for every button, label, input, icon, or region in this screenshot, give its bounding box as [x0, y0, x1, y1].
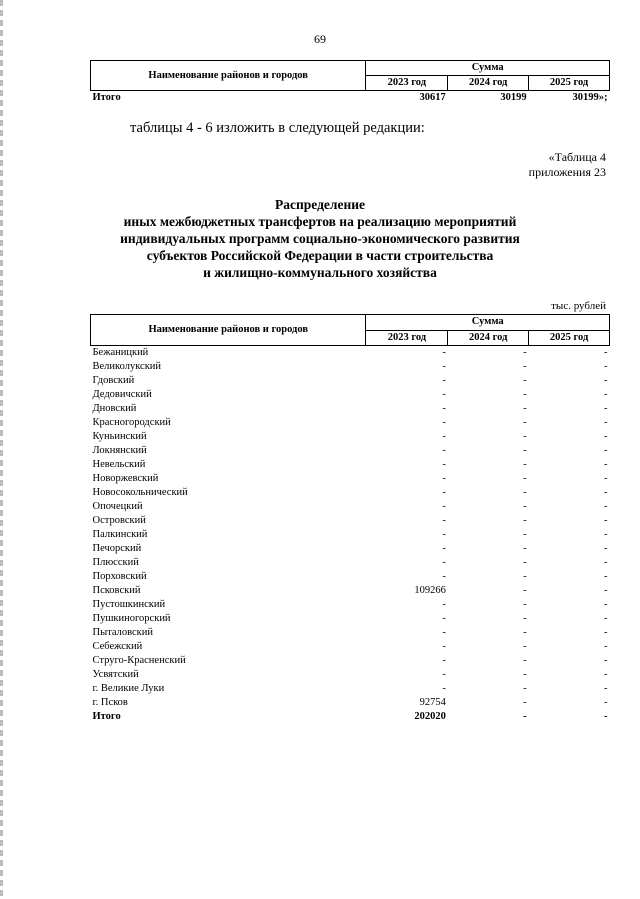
value-2025: -: [604, 585, 608, 596]
table-row: [91, 612, 610, 626]
table-row: [91, 654, 610, 668]
title-line: субъектов Российской Федерации в части строительства: [146, 248, 494, 263]
value-2025: -: [604, 361, 608, 372]
top-total-row: [91, 91, 610, 106]
value-2025: -: [604, 529, 608, 540]
value-2023: -: [442, 599, 446, 610]
value-2024: -: [523, 445, 527, 456]
title-line: Распределение: [274, 197, 366, 212]
district-name: Дедовичский: [92, 389, 152, 400]
district-name: Струго-Красненский: [92, 655, 186, 666]
value-2024: -: [523, 599, 527, 610]
value-2025: -: [604, 501, 608, 512]
value-2024: -: [523, 697, 527, 708]
table-row: [91, 486, 610, 500]
units-label: тыс. рублей: [551, 300, 606, 312]
value-2024: -: [523, 669, 527, 680]
main-header-sum: Сумма: [366, 315, 610, 331]
value-2023: -: [442, 669, 446, 680]
title-line: индивидуальных программ социально-экономического развития: [120, 231, 520, 246]
value-2024: -: [523, 431, 527, 442]
document-title: [0, 196, 640, 281]
table-row: [91, 346, 610, 361]
value-2023: -: [442, 431, 446, 442]
value-2023: -: [442, 515, 446, 526]
district-name: Бежаницкий: [92, 347, 149, 358]
value-2023: -: [442, 501, 446, 512]
table-row: [91, 696, 610, 710]
value-2024: -: [523, 501, 527, 512]
title-line: и жилищно-коммунального хозяйства: [203, 265, 437, 280]
top-table: [90, 60, 610, 105]
value-2025: -: [604, 697, 608, 708]
value-2024: -: [523, 655, 527, 666]
value-2023: 202020: [414, 711, 446, 722]
top-header-2024: 2024 год: [448, 76, 529, 91]
district-name: Себежский: [92, 641, 143, 652]
district-name: Печорский: [92, 543, 142, 554]
district-name: Локнянский: [92, 445, 147, 456]
value-2023: 92754: [419, 697, 446, 708]
value-2025: -: [604, 627, 608, 638]
value-2023: -: [442, 543, 446, 554]
top-header-2023: 2023 год: [366, 76, 448, 91]
value-2024: -: [523, 571, 527, 582]
value-2023: -: [442, 403, 446, 414]
page-number: 69: [314, 32, 326, 46]
top-total-2025: 30199»;: [572, 92, 608, 103]
value-2024: -: [523, 585, 527, 596]
value-2023: -: [442, 347, 446, 358]
value-2023: -: [442, 613, 446, 624]
value-2025: -: [604, 431, 608, 442]
table-row: [91, 584, 610, 598]
table-row: [91, 430, 610, 444]
value-2025: -: [604, 669, 608, 680]
district-name: Невельский: [92, 459, 146, 470]
table-row: [91, 570, 610, 584]
value-2023: -: [442, 627, 446, 638]
value-2024: -: [523, 711, 527, 722]
top-total-2024: 30199: [500, 92, 527, 103]
value-2024: -: [523, 683, 527, 694]
value-2025: -: [604, 417, 608, 428]
value-2024: -: [523, 403, 527, 414]
value-2023: -: [442, 361, 446, 372]
value-2025: -: [604, 347, 608, 358]
instruction-text: таблицы 4 - 6 изложить в следующей редакции:: [130, 120, 425, 136]
district-name: Новосокольнический: [92, 487, 188, 498]
district-name: Псковский: [92, 585, 141, 596]
table-row: [91, 528, 610, 542]
value-2025: -: [604, 543, 608, 554]
top-header-name: Наименование районов и городов: [91, 61, 366, 91]
scan-edge: [0, 0, 3, 899]
value-2023: -: [442, 459, 446, 470]
value-2025: -: [604, 711, 608, 722]
value-2024: -: [523, 627, 527, 638]
table-row: [91, 514, 610, 528]
value-2025: -: [604, 473, 608, 484]
district-name: г. Псков: [92, 697, 128, 708]
value-2023: -: [442, 445, 446, 456]
value-2025: -: [604, 613, 608, 624]
table-row: [91, 374, 610, 388]
value-2024: -: [523, 613, 527, 624]
district-name: Опочецкий: [92, 501, 143, 512]
value-2025: -: [604, 655, 608, 666]
value-2023: -: [442, 487, 446, 498]
main-header-name: Наименование районов и городов: [91, 315, 366, 346]
table-reference-2: приложения 23: [528, 165, 606, 179]
total-label: Итого: [92, 711, 121, 722]
value-2024: -: [523, 641, 527, 652]
title-line: иных межбюджетных трансфертов на реализацию мероприятий: [123, 214, 517, 229]
district-name: Дновский: [92, 403, 137, 414]
value-2024: -: [523, 375, 527, 386]
district-name: Красногородский: [92, 417, 171, 428]
value-2025: -: [604, 557, 608, 568]
value-2023: -: [442, 417, 446, 428]
main-header-2024: 2024 год: [448, 330, 529, 346]
value-2024: -: [523, 515, 527, 526]
value-2025: -: [604, 683, 608, 694]
value-2025: -: [604, 403, 608, 414]
district-name: Плюсский: [92, 557, 139, 568]
table-row: [91, 626, 610, 640]
top-header-2025: 2025 год: [529, 76, 610, 91]
value-2023: -: [442, 683, 446, 694]
top-total-2023: 30617: [419, 92, 446, 103]
value-2024: -: [523, 487, 527, 498]
value-2023: 109266: [414, 585, 446, 596]
value-2025: -: [604, 459, 608, 470]
district-name: Пушкиногорский: [92, 613, 171, 624]
district-name: Усвятский: [92, 669, 139, 680]
value-2025: -: [604, 599, 608, 610]
value-2023: -: [442, 655, 446, 666]
value-2025: -: [604, 375, 608, 386]
district-name: Пустошкинский: [92, 599, 166, 610]
value-2025: -: [604, 487, 608, 498]
district-name: Пыталовский: [92, 627, 153, 638]
value-2023: -: [442, 529, 446, 540]
value-2025: -: [604, 389, 608, 400]
value-2024: -: [523, 347, 527, 358]
table-row: [91, 388, 610, 402]
district-name: Новоржевский: [92, 473, 159, 484]
value-2024: -: [523, 529, 527, 540]
top-total-label: Итого: [92, 92, 121, 103]
main-table-body: [91, 346, 610, 725]
value-2024: -: [523, 417, 527, 428]
value-2023: -: [442, 389, 446, 400]
district-name: г. Великие Луки: [92, 683, 165, 694]
value-2025: -: [604, 641, 608, 652]
table-reference-1: «Таблица 4: [548, 150, 606, 164]
value-2024: -: [523, 459, 527, 470]
table-row: [91, 472, 610, 486]
table-row: [91, 640, 610, 654]
district-name: Порховский: [92, 571, 147, 582]
value-2023: -: [442, 641, 446, 652]
value-2023: -: [442, 473, 446, 484]
value-2024: -: [523, 473, 527, 484]
table-row: [91, 500, 610, 514]
table-row: [91, 416, 610, 430]
value-2024: -: [523, 543, 527, 554]
total-row: [91, 710, 610, 724]
value-2025: -: [604, 445, 608, 456]
value-2025: -: [604, 571, 608, 582]
value-2024: -: [523, 557, 527, 568]
table-row: [91, 360, 610, 374]
main-header-2023: 2023 год: [366, 330, 448, 346]
main-table: [90, 314, 610, 724]
district-name: Гдовский: [92, 375, 135, 386]
table-row: [91, 458, 610, 472]
table-row: [91, 402, 610, 416]
district-name: Куньинский: [92, 431, 147, 442]
table-row: [91, 668, 610, 682]
value-2024: -: [523, 361, 527, 372]
value-2023: -: [442, 375, 446, 386]
district-name: Великолукский: [92, 361, 162, 372]
district-name: Островский: [92, 515, 146, 526]
table-row: [91, 444, 610, 458]
value-2025: -: [604, 515, 608, 526]
table-row: [91, 542, 610, 556]
table-row: [91, 598, 610, 612]
table-row: [91, 556, 610, 570]
main-header-2025: 2025 год: [529, 330, 610, 346]
value-2023: -: [442, 571, 446, 582]
table-row: [91, 682, 610, 696]
top-header-sum: Сумма: [366, 61, 610, 76]
value-2024: -: [523, 389, 527, 400]
district-name: Палкинский: [92, 529, 148, 540]
value-2023: -: [442, 557, 446, 568]
